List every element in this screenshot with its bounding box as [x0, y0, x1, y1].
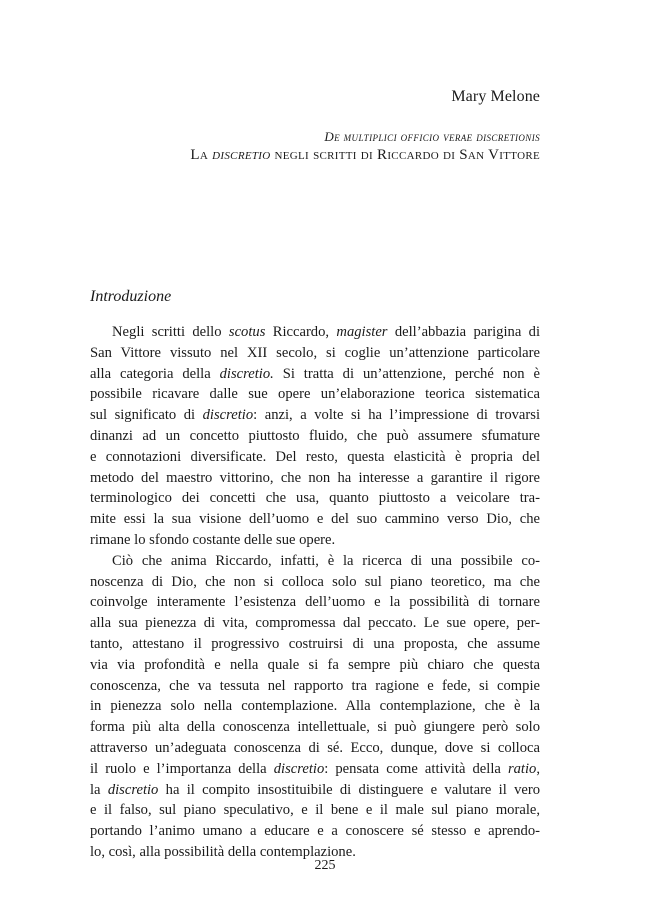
author-name: Mary Melone [451, 88, 540, 105]
italic-term: scotus [228, 324, 266, 340]
text-line: Ciò che anima Riccardo, infatti, è la ricerca di una possibile co- [112, 552, 540, 569]
text-line: e il falso, sul piano speculativo, e il bene e il male sul piano morale, [90, 802, 540, 819]
italic-term: ratio [507, 760, 537, 777]
italic-term: discretio [273, 760, 325, 777]
subtitle-part: negli scritti di Riccardo di San Vittore [270, 147, 540, 163]
italic-term: discretio [107, 781, 159, 798]
text-line: conoscenza, che va tessuta nel rapporto tra ragione e fede, si compie [90, 677, 540, 694]
section-heading: Introduzione [90, 288, 172, 305]
text-line [90, 405, 540, 426]
text-span: Si tratta di un’attenzione, perché non è [273, 365, 540, 382]
text-line: mite essi la sua visione dell’uomo e del suo cammino verso Dio, che [90, 511, 540, 528]
text-span: sul significato di [90, 407, 203, 424]
text-line: rimane lo sfondo costante delle sue opere. [90, 531, 336, 548]
text-span: alla categoria della [90, 365, 220, 382]
text-line: terminologico dei concetti che usa, quanto piuttosto a veicolare tra- [90, 490, 540, 507]
text-line: lo, così, alla possibilità della contemplazione. [90, 843, 356, 860]
text-line [90, 780, 540, 801]
text-line: noscenza di Dio, che non si colloca solo sul piano teoretico, ma che [90, 573, 540, 590]
text-line [90, 322, 540, 343]
text-span: dell’abbazia parigina di [387, 324, 540, 340]
text-span: il ruolo e l’importanza della [90, 760, 274, 777]
italic-term: discretio [202, 407, 254, 424]
text-line: coinvolge interamente l’esistenza dell’uomo e la possibilità di tornare [90, 594, 540, 611]
text-line: alla sua pienezza di vita, compromessa dal peccato. Le sue opere, per- [90, 615, 540, 632]
text-line: attraverso un’adeguata conoscenza di sé. Ecco, dunque, dove si colloca [90, 739, 540, 756]
text-line: in pienezza solo nella contemplazione. Alla contemplazione, che è la [90, 698, 540, 715]
text-line: metodo del maestro vittorino, che non ha interesse a garantire il rigore [90, 469, 540, 486]
text-span: Negli scritti dello [112, 324, 229, 340]
text-line: forma più alta della conoscenza intellettuale, si può giungere però solo [90, 719, 540, 736]
subtitle-part: La [190, 147, 213, 163]
text-span: : anzi, a volte si ha l’impressione di trovarsi [253, 407, 540, 424]
article-title-latin: De multiplici officio verae discretionis [324, 129, 540, 144]
body-text [90, 322, 540, 863]
text-line: San Vittore vissuto nel XII secolo, si coglie un’attenzione particolare [90, 344, 540, 361]
text-line: possibile ricavare dalle sue opere un’elaborazione teorica sistematica [90, 386, 540, 403]
text-span: Riccardo, [265, 324, 337, 340]
italic-term: discretio. [219, 365, 274, 382]
text-line [90, 759, 540, 780]
article-subtitle [190, 147, 540, 164]
text-line: portando l’animo umano a educare e a conoscere sé stesso e aprendo- [90, 823, 540, 840]
text-line: e connotazioni diversificate. Del resto, questa elasticità è propria del [90, 448, 540, 465]
text-line: via via profondità e nella quale si fa sempre più chiaro che questa [90, 656, 540, 673]
italic-term: magister [336, 324, 388, 340]
text-span: ha il compito insostituibile di distinguere e valutare il vero [158, 781, 541, 798]
text-span: , [536, 760, 540, 777]
text-line [90, 364, 540, 385]
text-line: dinanzi ad un concetto piuttosto fluido, che può assumere sfumature [90, 427, 540, 444]
page-number: 225 [314, 858, 336, 873]
text-line: tanto, attestano il progressivo costruirsi di una proposta, che assume [90, 635, 540, 652]
subtitle-italic-term: discretio [212, 147, 271, 163]
text-span: la [90, 781, 108, 798]
text-span: : pensata come attività della [324, 760, 508, 777]
